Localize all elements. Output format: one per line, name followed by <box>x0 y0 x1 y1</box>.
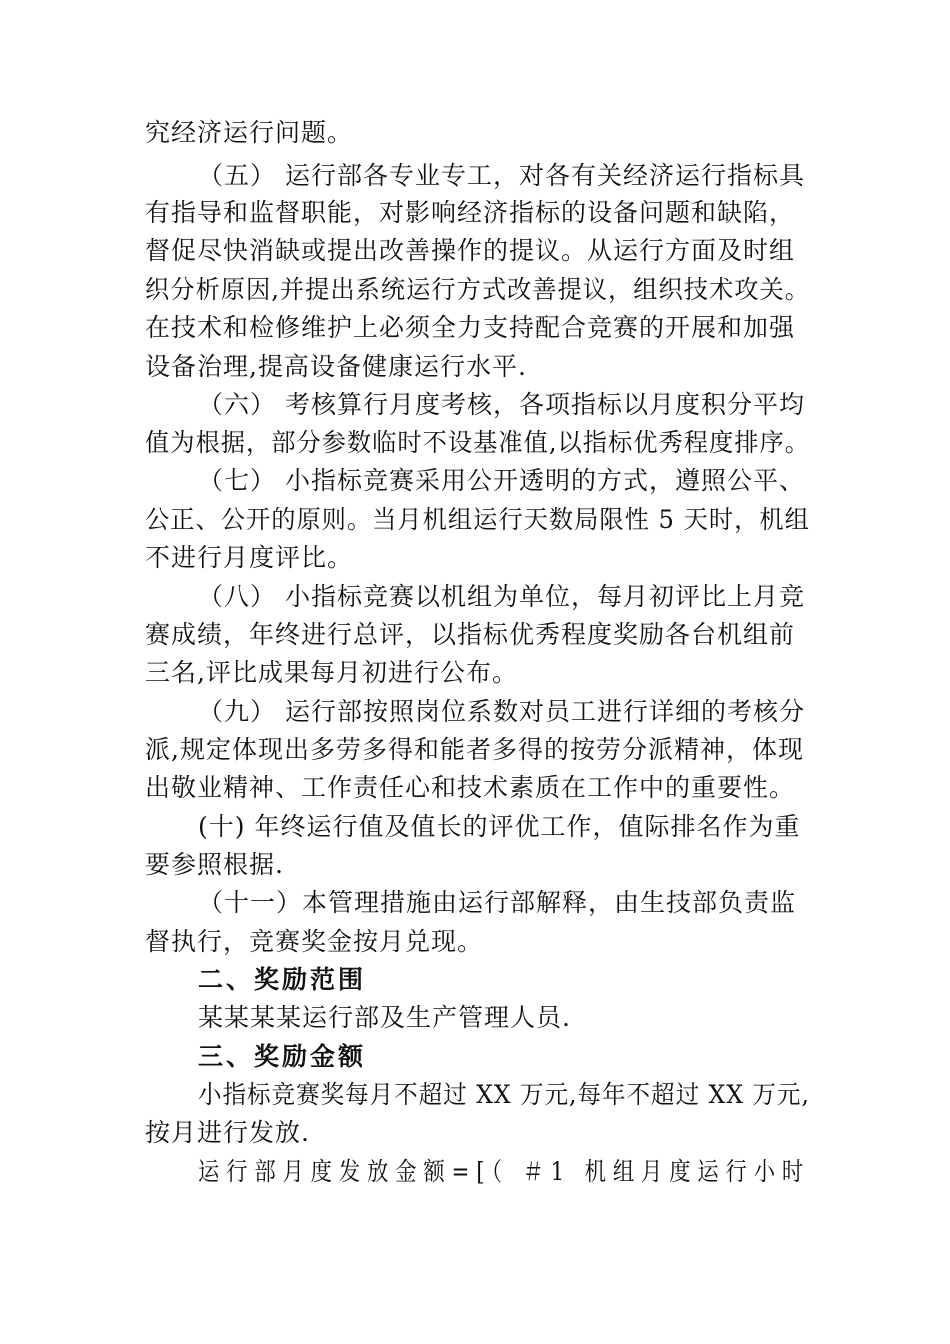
clause-8-line: （八） 小指标竞赛以机组为单位，每月初评比上月竞 <box>198 582 805 611</box>
text-line: 督执行，竞赛奖金按月兑现。 <box>145 927 484 956</box>
text-line: 值为根据，部分参数临时不设基准值,以指标优秀程度排序。 <box>145 428 810 457</box>
clause-7-line: （七） 小指标竞赛采用公开透明的方式，遵照公平、 <box>198 466 805 495</box>
clause-6-line: （六） 考核算行月度考核，各项指标以月度积分平均 <box>198 390 805 419</box>
section-heading-scope: 二、奖励范围 <box>198 965 367 994</box>
clause-11-line: （十一）本管理措施由运行部解释，由生技部负责监 <box>198 888 797 917</box>
text-line: 督促尽快消缺或提出改善操作的提议。从运行方面及时组 <box>145 236 796 265</box>
text-line: 派,规定体现出多劳多得和能者多得的按劳分派精神，体现 <box>145 735 804 764</box>
text-line: 织分析原因,并提出系统运行方式改善提议，组织技术攻关。 <box>145 275 810 304</box>
text-line: 不进行月度评比。 <box>145 543 354 572</box>
text-line: 出敬业精神、工作责任心和技术素质在工作中的重要性。 <box>145 773 796 802</box>
clause-10-line: (十) 年终运行值及值长的评优工作，值际排名作为重 <box>198 812 801 841</box>
text-line: 某某某某运行部及生产管理人员. <box>198 1003 571 1032</box>
text-line: 有指导和监督职能，对影响经济指标的设备问题和缺陷， <box>145 198 796 227</box>
text-line: 要参照根据. <box>145 850 284 879</box>
section-heading-amount: 三、奖励金额 <box>198 1042 367 1071</box>
text-line: 究经济运行问题。 <box>145 118 354 147</box>
formula-line: 运行部月度发放金额=[（ ＃1 机组月度运行小时 <box>198 1157 811 1186</box>
text-line: 赛成绩，年终进行总评，以指标优秀程度奖励各台机组前 <box>145 620 796 649</box>
text-line: 按月进行发放. <box>145 1118 310 1147</box>
text-line: 小指标竞赛奖每月不超过 XX 万元,每年不超过 XX 万元, <box>198 1080 810 1109</box>
text-line: 公正、公开的原则。当月机组运行天数局限性 5 天时，机组 <box>145 505 810 534</box>
clause-5-line: （五） 运行部各专业专工，对各有关经济运行指标具 <box>198 161 805 190</box>
clause-9-line: （九） 运行部按照岗位系数对员工进行详细的考核分 <box>198 697 805 726</box>
text-line: 在技术和检修维护上必须全力支持配合竞赛的开展和加强 <box>145 313 796 342</box>
text-line: 设备治理,提高设备健康运行水平. <box>145 352 527 381</box>
text-line: 三名,评比成果每月初进行公布。 <box>145 658 518 687</box>
